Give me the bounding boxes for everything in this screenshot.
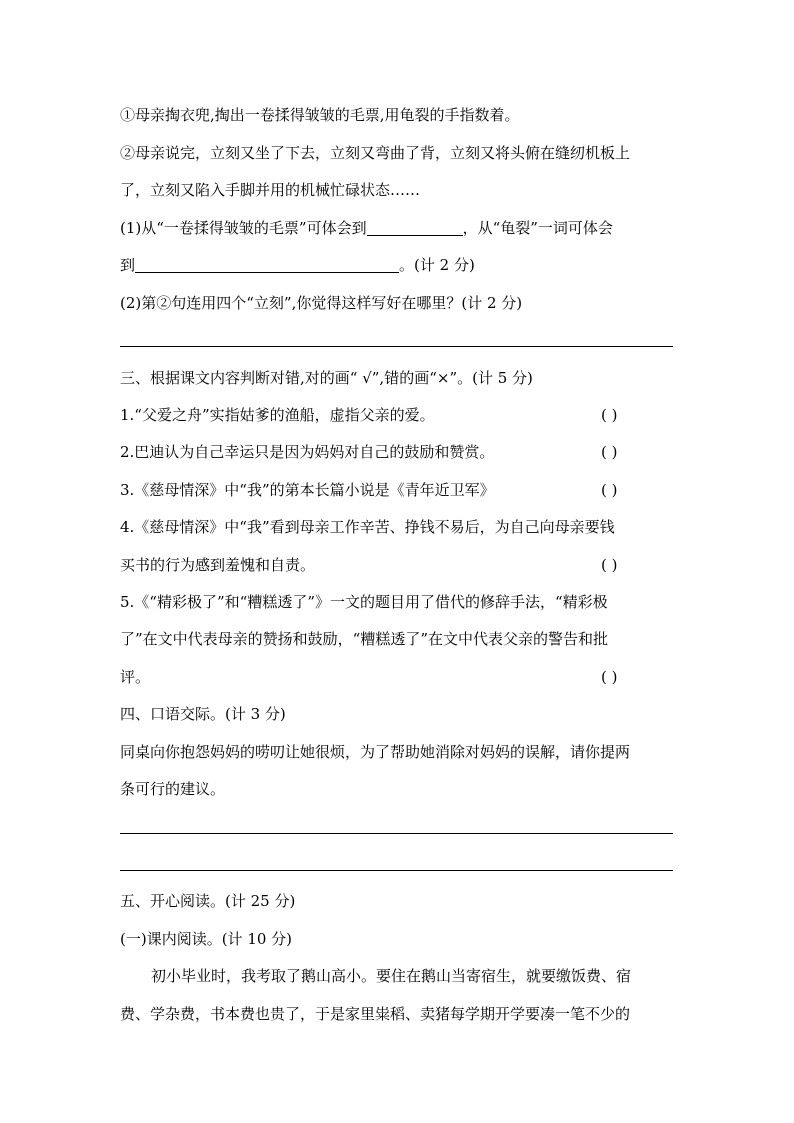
question-1-text-c: 到 [120,256,136,274]
question-1-line-1 [120,218,613,238]
section-5-heading: 五、开心阅读。(计 25 分) [120,892,296,910]
sentence-2-line-2: 了，立刻又陷入手脚并用的机械忙碌状态…… [120,181,421,199]
answer-paren-1[interactable]: ( ) [601,406,618,424]
sentence-1: ①母亲掏衣兜,掏出一卷揉得皱皱的毛票,用龟裂的手指数着。 [120,106,520,124]
judge-item-5-line-2: 了”在文中代表母亲的赞扬和鼓励，“糟糕透了”在文中代表父亲的警告和批 [120,630,609,648]
judge-item-5-line-3: 评。 [120,668,151,686]
sentence-2-line-1: ②母亲说完，立刻又坐了下去，立刻又弯曲了背，立刻又将头俯在缝纫机板上 [120,144,631,162]
judge-item-1: 1.“父爱之舟”实指姑爹的渔船，虚指父亲的爱。 [120,406,435,424]
answer-blank-2[interactable] [135,256,399,273]
answer-paren-5[interactable]: ( ) [601,668,618,686]
passage-line-1: 初小毕业时，我考取了鹅山高小。要住在鹅山当寄宿生，就要缴饭费、宿 [151,967,632,985]
answer-paren-2[interactable]: ( ) [601,443,618,461]
question-1-line-2 [120,255,475,275]
section-4-prompt-line-1: 同桌向你抱怨妈妈的唠叨让她很烦，为了帮助她消除对妈妈的误解，请你提两 [120,743,631,761]
question-2: (2)第②句连用四个“立刻”,你觉得这样写好在哪里？(计 2 分) [120,294,523,312]
question-1-text-d: 。(计 2 分) [399,256,475,274]
section-5-subheading: (一)课内阅读。(计 10 分) [120,930,293,948]
answer-line-section-4-1[interactable] [120,833,673,834]
judge-item-3: 3.《慈母情深》中“我”的第本长篇小说是《青年近卫军》 [120,481,495,499]
section-4-prompt-line-2: 条可行的建议。 [120,780,226,798]
answer-paren-3[interactable]: ( ) [601,481,618,499]
passage-line-2: 费、学杂费，书本费也贵了，于是家里粜稻、卖猪每学期开学要凑一笔不少的 [120,1005,631,1023]
answer-line-section-4-2[interactable] [120,870,673,871]
answer-paren-4[interactable]: ( ) [601,556,618,574]
judge-item-4-line-2: 买书的行为感到羞愧和自责。 [120,556,316,574]
answer-line-question-2[interactable] [120,346,673,347]
judge-item-4-line-1: 4.《慈母情深》中“我”看到母亲工作辛苦、挣钱不易后，为自己向母亲要钱 [120,518,615,536]
section-4-heading: 四、口语交际。(计 3 分) [120,705,286,723]
judge-item-5-line-1: 5.《“精彩极了”和“糟糕透了”》一文的题目用了借代的修辞手法，“精彩极 [120,593,608,611]
section-3-heading: 三、根据课文内容判断对错,对的画“ √”,错的画“×”。(计 5 分) [120,369,533,387]
question-1-text-b: ，从“龟裂”一词可体会 [462,219,613,237]
answer-blank-1[interactable] [367,219,463,236]
judge-item-2: 2.巴迪认为自己幸运只是因为妈妈对自己的鼓励和赞赏。 [120,443,495,461]
question-1-text-a: (1)从“一卷揉得皱皱的毛票”可体会到 [120,219,367,237]
